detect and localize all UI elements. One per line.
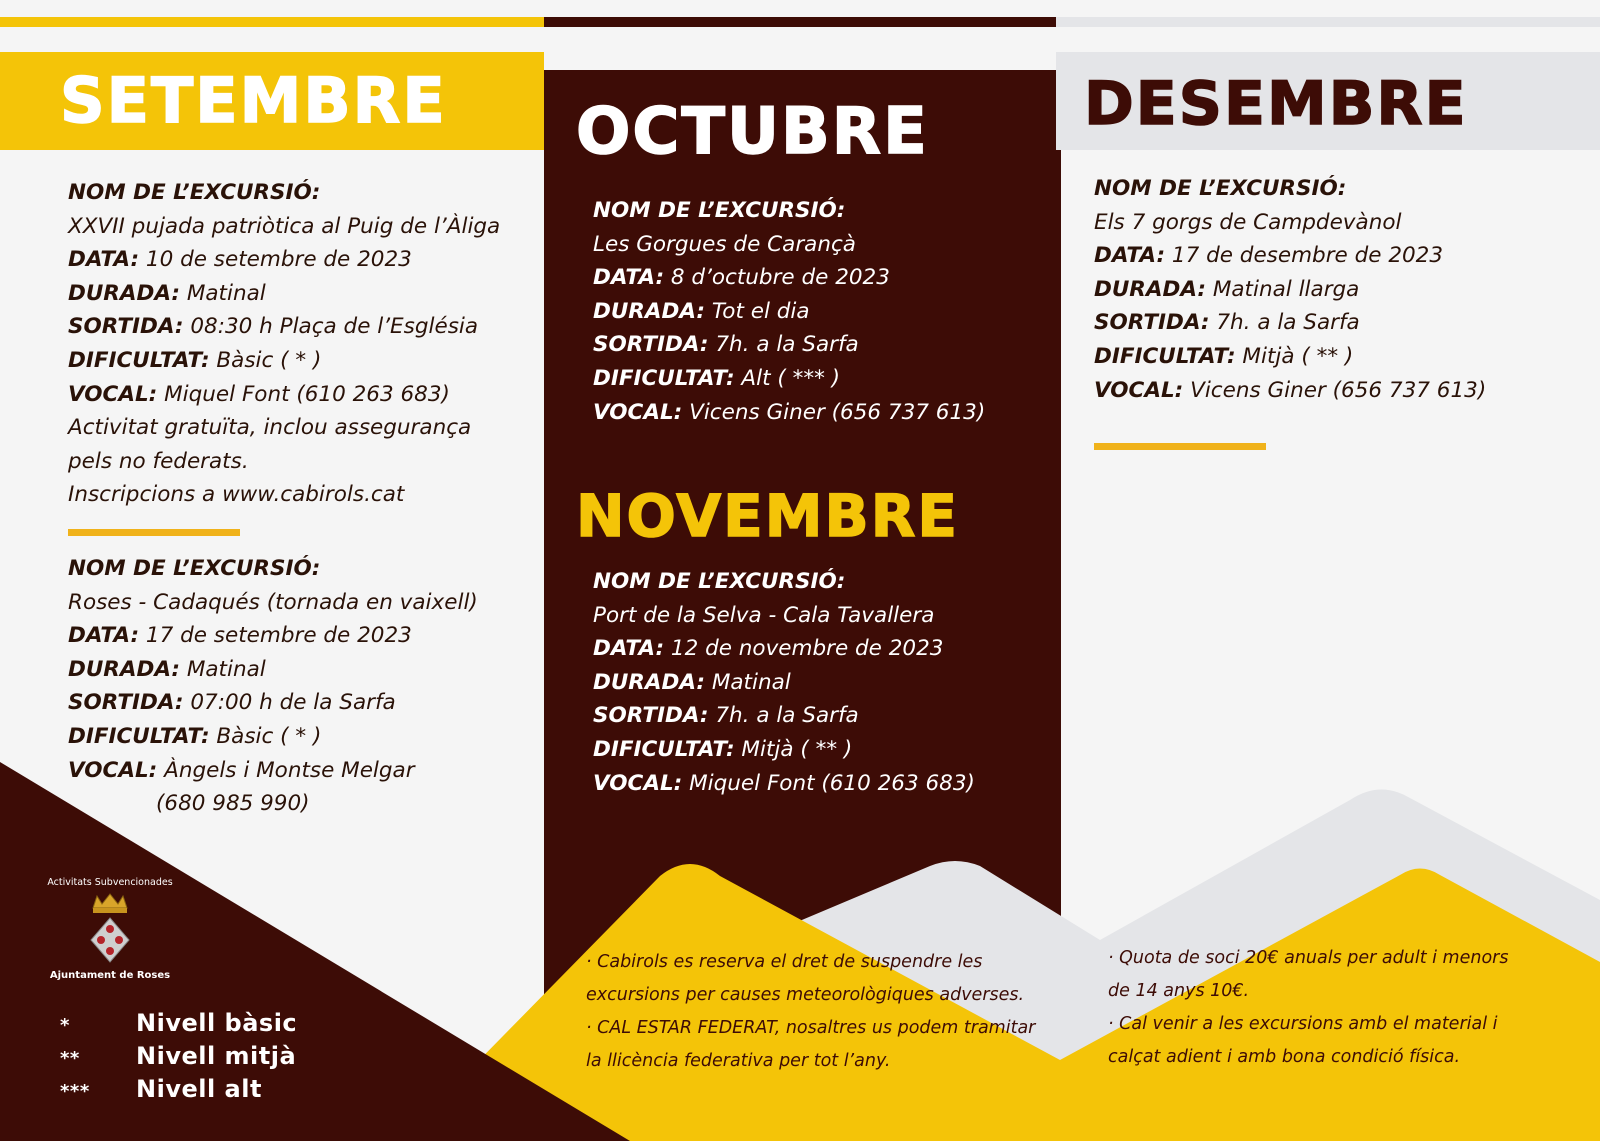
excursion-extra-1: Activitat gratuïta, inclou assegurança [68, 415, 472, 441]
excursion-name: Roses - Cadaqués (tornada en vaixell) [68, 589, 478, 615]
excursion-duration: Tot el dia [711, 298, 810, 324]
legend-row-medium [60, 1041, 297, 1074]
excursion-name: Port de la Selva - Cala Tavallera [593, 602, 935, 628]
excursion-difficulty: Alt ( *** ) [741, 365, 841, 391]
legend-stars: * [60, 1015, 70, 1036]
ajuntament-logo [40, 877, 180, 981]
excursion-date: 17 de setembre de 2023 [145, 623, 412, 649]
label-dificultat: DIFICULTAT: [68, 347, 210, 373]
logo-top-text: Activitats Subvencionades [47, 877, 173, 888]
excursion-octubre [593, 194, 985, 429]
label-durada: DURADA: [593, 669, 705, 695]
label-sortida: SORTIDA: [1094, 310, 1210, 336]
label-sortida: SORTIDA: [68, 690, 184, 716]
label-sortida: SORTIDA: [593, 703, 709, 729]
label-durada: DURADA: [68, 280, 180, 306]
label-dificultat: DIFICULTAT: [593, 365, 735, 391]
excursion-duration: Matinal [186, 280, 266, 306]
excursion-difficulty: Mitjà ( ** ) [1242, 343, 1354, 369]
label-durada: DURADA: [68, 656, 180, 682]
label-nom: NOM DE L’EXCURSIÓ: [593, 198, 846, 223]
note-line: · CAL ESTAR FEDERAT, nosaltres us podem tramitar [586, 1018, 1036, 1038]
note-line: · Cal venir a les excursions amb el material i [1108, 1014, 1498, 1034]
label-vocal: VOCAL: [68, 381, 158, 407]
label-vocal: VOCAL: [68, 757, 158, 783]
legend-row-basic [60, 1008, 297, 1041]
excursion-date: 12 de novembre de 2023 [670, 636, 944, 662]
month-title-novembre: NOVEMBRE [576, 482, 960, 550]
excursion-vocal-phone: (680 985 990) [156, 791, 310, 817]
excursion-difficulty: Bàsic ( * ) [216, 347, 322, 373]
excursion-extra-2: pels no federats. [68, 448, 249, 474]
label-data: DATA: [593, 265, 665, 291]
excursion-vocal: Vicens Giner (656 737 613) [689, 399, 986, 425]
month-title-setembre: SETEMBRE [60, 64, 447, 137]
excursion-difficulty: Mitjà ( ** ) [741, 736, 853, 762]
excursion-departure: 7h. a la Sarfa [1216, 310, 1360, 336]
label-vocal: VOCAL: [1094, 377, 1184, 403]
label-dificultat: DIFICULTAT: [593, 736, 735, 762]
excursion-vocal: Miquel Font (610 263 683) [164, 381, 450, 407]
excursion-setembre-1 [68, 176, 500, 512]
label-vocal: VOCAL: [593, 770, 683, 796]
excursion-name: Els 7 gorgs de Campdevànol [1094, 209, 1402, 235]
label-data: DATA: [68, 247, 140, 273]
note-line: · Cabirols es reserva el dret de suspendre les [586, 952, 983, 972]
legend-label: Nivell alt [136, 1075, 262, 1103]
excursion-date: 10 de setembre de 2023 [145, 247, 412, 273]
excursion-duration: Matinal [186, 656, 266, 682]
label-sortida: SORTIDA: [593, 332, 709, 358]
label-dificultat: DIFICULTAT: [68, 723, 210, 749]
label-nom: NOM DE L’EXCURSIÓ: [1094, 176, 1347, 201]
excursion-date: 8 d’octubre de 2023 [670, 265, 890, 291]
label-dificultat: DIFICULTAT: [1094, 343, 1236, 369]
label-data: DATA: [593, 636, 665, 662]
excursion-duration: Matinal [711, 669, 791, 695]
month-title-octubre: OCTUBRE [576, 95, 929, 169]
note-line: calçat adient i amb bona condició física. [1108, 1047, 1461, 1067]
label-vocal: VOCAL: [593, 399, 683, 425]
excursion-vocal: Vicens Giner (656 737 613) [1190, 377, 1487, 403]
label-durada: DURADA: [593, 298, 705, 324]
label-nom: NOM DE L’EXCURSIÓ: [68, 556, 321, 581]
excursion-novembre [593, 565, 975, 800]
legend-label: Nivell bàsic [136, 1009, 298, 1037]
label-nom: NOM DE L’EXCURSIÓ: [593, 569, 846, 594]
divider-setembre [68, 529, 240, 536]
label-durada: DURADA: [1094, 276, 1206, 302]
note-line: · Quota de soci 20€ anuals per adult i menors [1108, 948, 1509, 968]
excursion-setembre-2 [68, 552, 478, 821]
excursion-vocal: Àngels i Montse Melgar [164, 757, 415, 783]
label-nom: NOM DE L’EXCURSIÓ: [68, 180, 321, 205]
excursion-departure: 08:30 h Plaça de l’Església [190, 314, 479, 340]
label-sortida: SORTIDA: [68, 314, 184, 340]
excursion-name: XXVII pujada patriòtica al Puig de l’Àliga [68, 213, 501, 239]
excursion-desembre [1094, 172, 1486, 407]
legend-stars: ** [60, 1048, 80, 1069]
label-data: DATA: [68, 623, 140, 649]
excursion-departure: 7h. a la Sarfa [715, 703, 859, 729]
difficulty-legend [60, 1008, 297, 1107]
logo-bottom-text: Ajuntament de Roses [49, 970, 171, 981]
excursion-signup-link[interactable]: Inscripcions a www.cabirols.cat [68, 482, 405, 508]
excursion-date: 17 de desembre de 2023 [1171, 243, 1444, 269]
note-line: de 14 anys 10€. [1108, 981, 1250, 1001]
divider-desembre [1094, 443, 1266, 450]
notes-right [1108, 942, 1508, 1074]
month-title-desembre: DESEMBRE [1084, 69, 1468, 139]
notes-left [586, 946, 1035, 1078]
legend-row-high [60, 1074, 297, 1107]
excursion-departure: 07:00 h de la Sarfa [190, 690, 396, 716]
excursion-name: Les Gorgues de Carançà [593, 231, 856, 257]
excursion-difficulty: Bàsic ( * ) [216, 723, 322, 749]
excursion-vocal: Miquel Font (610 263 683) [689, 770, 975, 796]
coat-of-arms-icon [87, 892, 133, 968]
legend-stars: *** [60, 1081, 90, 1102]
note-line: excursions per causes meteorològiques adverses. [586, 985, 1025, 1005]
legend-label: Nivell mitjà [136, 1042, 297, 1070]
label-data: DATA: [1094, 243, 1166, 269]
excursion-duration: Matinal llarga [1212, 276, 1360, 302]
note-line: la llicència federativa per tot l’any. [586, 1051, 891, 1071]
excursion-departure: 7h. a la Sarfa [715, 332, 859, 358]
